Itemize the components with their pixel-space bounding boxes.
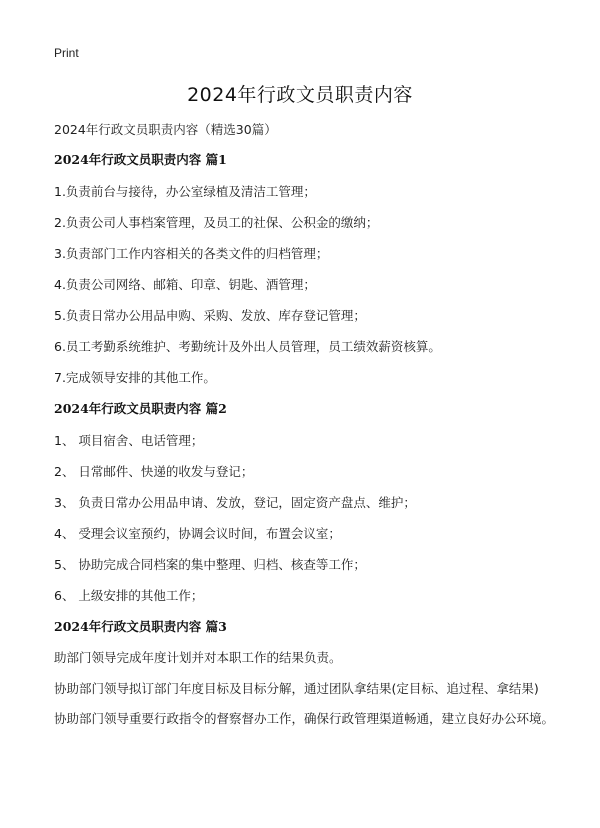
list-item: 4、 受理会议室预约，协调会议时间，布置会议室；	[54, 526, 341, 541]
list-item: 2.负责公司人事档案管理，及员工的社保、公积金的缴纳；	[54, 215, 379, 230]
section-heading: 2024年行政文员职责内容 篇2	[54, 401, 227, 416]
paragraph: 助部门领导完成年度计划并对本职工作的结果负责。	[54, 650, 342, 665]
paragraph: 协助部门领导拟订部门年度目标及目标分解，通过团队拿结果(定目标、追过程、拿结果)	[54, 680, 539, 696]
section-heading: 2024年行政文员职责内容 篇1	[54, 152, 227, 167]
document-subtitle: 2024年行政文员职责内容（精选30篇）	[54, 122, 277, 137]
print-label: Print	[54, 46, 79, 60]
section-3	[54, 617, 554, 728]
section-1	[54, 150, 554, 387]
list-item: 1.负责前台与接待，办公室绿植及清洁工管理；	[54, 184, 316, 199]
list-item: 5、 协助完成合同档案的集中整理、归档、核查等工作；	[54, 557, 366, 572]
list-item: 3.负责部门工作内容相关的各类文件的归档管理；	[54, 246, 329, 261]
list-item: 4.负责公司网络、邮箱、印章、钥匙、酒管理；	[54, 277, 316, 292]
document-content	[54, 150, 554, 741]
document-title: 2024年行政文员职责内容	[187, 84, 413, 106]
list-item: 6、 上级安排的其他工作；	[54, 588, 204, 603]
paragraph: 协助部门领导重要行政指令的督察督办工作，确保行政管理渠道畅通，建立良好办公环境。	[54, 711, 555, 726]
list-item: 1、 项目宿舍、电话管理；	[54, 433, 204, 448]
section-heading: 2024年行政文员职责内容 篇3	[54, 619, 227, 634]
list-item: 7.完成领导安排的其他工作。	[54, 370, 216, 385]
section-2	[54, 399, 554, 605]
list-item: 2、 日常邮件、快递的收发与登记；	[54, 464, 254, 479]
list-item: 3、 负责日常办公用品申请、发放，登记，固定资产盘点、维护；	[54, 495, 416, 510]
list-item: 6.员工考勤系统维护、考勤统计及外出人员管理，员工绩效薪资核算。	[54, 339, 441, 354]
list-item: 5.负责日常办公用品申购、采购、发放、库存登记管理；	[54, 308, 366, 323]
